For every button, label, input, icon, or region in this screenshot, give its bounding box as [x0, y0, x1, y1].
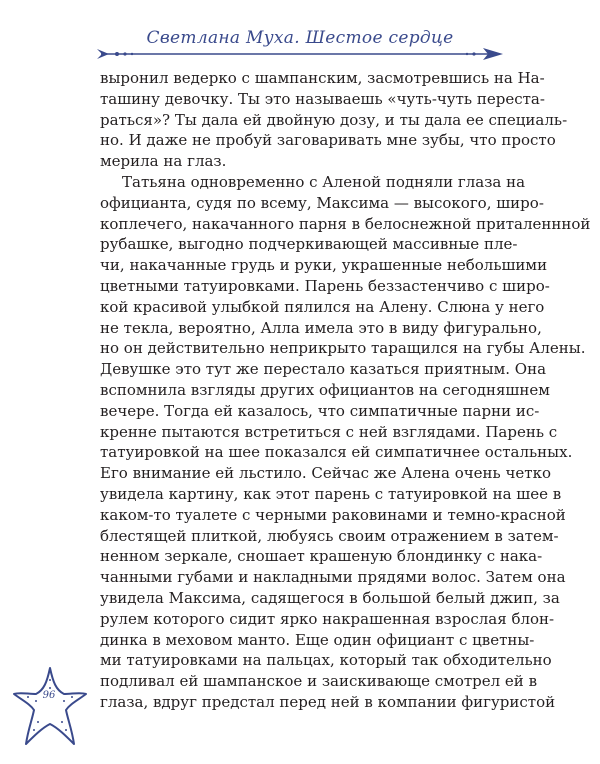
text-line: татуировкой на шее показался ей симпатичнее остальных. — [100, 443, 573, 462]
text-line: Его внимание ей льстило. Сейчас же Алена очень четко — [100, 464, 551, 483]
text-line: ненном зеркале, сношает крашеную блондинку с нака- — [100, 547, 543, 566]
page-number: 96 — [42, 690, 56, 701]
running-header — [0, 0, 600, 62]
header-arrow-ornament-icon — [95, 46, 505, 62]
text-line: вспомнила взгляды других официантов на сегодняшнем — [100, 380, 550, 399]
text-line: рубашке, выгодно подчеркивающей массивные пле- — [100, 235, 518, 254]
text-line: выронил ведерко с шампанским, засмотревшись на На- — [100, 69, 545, 87]
text-line: блестящей плиткой, любуясь своим отражением в затем- — [100, 526, 559, 545]
text-line: вечере. Тогда ей казалось, что симпатичные парни ис- — [100, 401, 540, 420]
text-line: динка в меховом манто. Еще один официант с цветны- — [100, 630, 535, 649]
text-line: подливал ей шампанское и заискивающе смотрел ей в — [100, 672, 538, 691]
text-line: Татьяна одновременно с Аленой подняли глаза на — [122, 172, 526, 191]
text-line: рулем которого сидит ярко накрашенная взрослая блон- — [100, 609, 555, 628]
text-line: официанта, судя по всему, Максима — высокого, широ- — [100, 193, 544, 212]
text-line: цветными татуировками. Парень беззастенчиво с широ- — [100, 276, 550, 295]
text-line: кренне пытаются встретиться с ней взглядами. Парень с — [100, 422, 558, 441]
text-line: чи, накачанные грудь и руки, украшенные небольшими — [100, 256, 548, 275]
starfish-icon — [12, 664, 88, 748]
text-line: но. И даже не пробуй заговаривать мне зубы, что просто — [100, 131, 556, 150]
text-line: но он действительно неприкрыто таращился на губы Алены. — [100, 339, 586, 358]
text-line: не текла, вероятно, Алла имела это в виду фигурально, — [100, 318, 542, 337]
text-line: кой красивой улыбкой пялился на Алену. Слюна у него — [100, 297, 545, 316]
text-line: раться»? Ты дала ей двойную дозу, и ты дала ее специаль- — [100, 110, 568, 129]
text-line: коплечего, накачанного парня в белоснежной приталеннной — [100, 214, 591, 233]
text-line: каком-то туалете с черными раковинами и темно-красной — [100, 505, 566, 524]
page-body — [100, 68, 591, 713]
text-line: ташину девочку. Ты это называешь «чуть-чуть переста- — [100, 89, 545, 108]
text-line: чанными губами и накладными прядями волос. Затем она — [100, 568, 566, 587]
text-line: мерила на глаз. — [100, 152, 227, 171]
text-line: увидела Максима, садящегося в большой белый джип, за — [100, 588, 560, 607]
text-line: увидела картину, как этот парень с татуировкой на шее в — [100, 484, 562, 503]
running-header-title: Светлана Муха. Шестое сердце — [146, 28, 454, 48]
text-line: ми татуировками на пальцах, который так обходительно — [100, 651, 552, 670]
text-line: глаза, вдруг предстал перед ней в компании фигуристой — [100, 692, 556, 711]
text-line: Девушке это тут же перестало казаться приятным. Она — [100, 360, 547, 379]
